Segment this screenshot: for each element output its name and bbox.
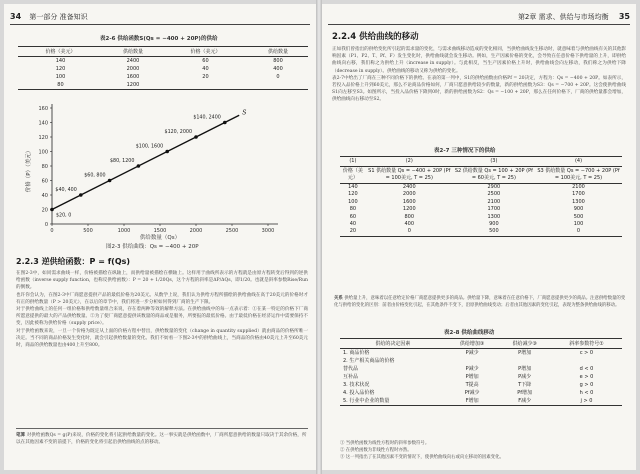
chart-y-tick-label: 140 [38,120,48,127]
chart-data-point [50,208,54,212]
table-header: 供给的决定因素 [340,339,446,349]
table-2-8 [340,338,622,406]
table-cell: 20 [202,74,209,80]
table-cell: c > 0 [579,350,594,356]
table-cell: 2100 [572,184,585,190]
chart-x-tick-label: 2500 [225,228,239,234]
table-row [340,389,622,397]
chart-x-tick-label: 1000 [117,228,131,234]
table-cell [498,357,551,365]
chapter-label: 第2章 需求、供给与市场均衡 [517,13,609,21]
chart-data-point [79,193,83,197]
right-page-number: 35 [618,12,630,21]
chart-data-label: $60, 800 [84,173,106,179]
chart-data-point [108,179,112,183]
table-cell: 800 [404,213,415,220]
table-cell: 替代品 [343,366,359,372]
table-row [340,199,622,206]
table-header: 供给减少③ [498,339,551,349]
table-row [340,373,622,381]
chart-data-point [194,135,198,139]
table-cell: 40 [349,221,357,228]
footnote: ① 当供给函数为线性方程时的斜率参数符号。 [340,441,430,446]
table-cell [248,81,308,90]
table-cell: P减少 [465,350,479,356]
table-cell: 互补品 [343,374,359,380]
table-2-7-note [334,296,628,309]
table-cell: P减少 [465,366,479,372]
chart-y-tick-label: 100 [38,149,48,156]
table-row [340,228,622,236]
left-page-header [10,10,310,25]
table-cell: 5. 行业中企业的数量 [340,397,446,406]
table-cell: 4. 投入品价格 [343,390,375,396]
chart-y-tick-label: 120 [38,135,48,141]
section-2-2-3-title: 2.2.3 逆供给函数：P = f(Qs) [16,257,131,266]
table-cell: 2100 [487,198,501,205]
table-cell: 40 [202,66,209,72]
table-header: S3 供给数量 Qs = −700 + 20P (Pf = 100美元, T = 25) [535,167,622,184]
table-cell: e > 0 [579,374,594,380]
chart-x-tick-label: 3000 [261,228,275,234]
paragraph: 在图2-3中，如同需求曲线一样，价格被描绘在纵轴上，而供给量被描绘在横轴上。这样用于曲线所表示的方程就是由原方程转变后得到的逆供给函数（inverse supply function，也称反供给函数）：P = 20 + 1/20Qs，这个方程的斜率是ΔP/ΔQs，即1/20。也就是斜率参数Rise/Run的倒数。 [16,271,308,291]
right-page [322,4,636,470]
table-cell: 1300 [487,213,501,220]
right-page-header [328,10,630,25]
table-cell: P增加 [518,366,532,372]
chart-y-tick-label: 80 [41,164,48,170]
table-note-label: 关系 [334,296,343,301]
table-header: 价格（美元） [18,47,103,57]
table-header: S2 供给数量 Qs = 100 + 20P (Pf = 60美元, T = 25) [453,167,535,184]
table-cell: 1700 [487,206,501,213]
table-cell: 2900 [487,184,501,190]
table-cell: 1. 商品价格 [343,350,370,356]
table-cell: 2500 [487,191,501,198]
table-cell: T提高 [465,382,479,388]
chart-data-label: $120, 2000 [164,130,192,135]
table-cell: 900 [489,221,499,228]
section-2-2-4-title: 2.2.4 供给曲线的移动 [332,32,419,42]
table-cell: P减少 [518,374,532,380]
table-col-number: (3) [453,157,535,167]
table-header: 价格（美元） [163,47,248,57]
chart-data-label: $140, 2400 [193,115,221,121]
table-2-7 [340,156,622,237]
table-row [340,349,622,358]
table-cell: P增加 [465,374,479,380]
table-row [18,65,308,73]
table-cell: 2400 [126,58,140,64]
chart-data-point [223,121,227,125]
table-2-7-title: 表2-7 三种情况下的供给 [434,148,496,154]
table-cell: 400 [273,66,283,72]
paragraph: 也许你会认为，在图2-3中厂商愿意提供产品的最低价格为20美元。从数学上说，我们认为供给方程所描绘的供给曲线在高于20美元的价格时才有正的供给数量（P > 20美元），在以后的章节中，我们将进一步分析如何得到厂商的生产下限。 [16,292,308,305]
table-cell: F增加 [446,397,499,406]
footnote: ② 在供给函数为非线性方程时亦然。 [340,448,412,453]
table-cell: 2000 [126,66,140,72]
paragraph: 正如我们曾指出的供给变化所引起的需求量的变化，与需求曲线移动造成的变化相同，当供给曲线发生移动时，就意味着与供给曲线有关的其他影响因素（P1、P2、T、Pf、F）发生变化时，供给曲线就会发生移动。例如，生产因素价格的变化，会导致在任意价格下供给量的上升，即供给曲线向右移，我们称之为供给上升（increase in supply）。与此相反，当生产因素价格上升时，供给曲线会向左移动，我们称之为供给下降（decrease in supply）。供给曲线的移动又称为供给的变化。 [332,47,627,74]
chart-x-axis-label: 供给数量（Qs） [139,235,181,240]
table-cell [551,357,622,365]
table-header: 供给增加③ [446,339,499,349]
table-cell: 1300 [572,198,585,205]
table-cell: 20 [340,228,366,236]
table-cell: j > 0 [551,397,622,406]
table-cell: 900 [573,206,584,213]
table-cell: 60 [202,58,209,64]
chart-y-tick-label: 60 [41,178,48,185]
table-note-text: 供给量上升，意味着以任意给定价格厂商愿意提供更多的商品。供给量下降，意味着在任意价格下，厂商愿意提供更少的商品。注意供给数量的变化与供给的变化的区别：前者由价格变化引起，在其他条件不变下，沿原供给曲线变动；后者由其他因素的变化引起，表现为整条供给曲线的移动。 [334,296,626,308]
footnote: ③ 这一列指出了在其他因素不变的情况下，使供给曲线向右或向左移动的因素变化。 [340,455,504,460]
table-row [18,81,308,90]
table-cell: Pf减少 [464,390,480,396]
figure-2-3-caption: 图2-3 供给曲线：Qs = −400 + 20P [106,244,199,250]
table-row [340,365,622,373]
table-2-6 [18,46,308,90]
table-2-8-title: 表2-8 供给曲线移动 [444,330,495,336]
table-col-number: (2) [366,157,453,167]
table-header: 斜率参数符号① [551,339,622,349]
chart-data-label: $100, 1600 [135,144,164,150]
table-cell: 1600 [402,198,416,205]
table-cell: 3. 技术状况 [343,382,370,388]
table-cell: 2400 [402,184,416,190]
table-cell: 120 [348,191,358,198]
table-row [18,57,308,66]
supply-curve-label: S [242,109,247,117]
chart-data-point [137,164,141,168]
paragraph: 表2-7中给出了厂商在三种不同价格下的供给。在表的第一列中，S1的供给函数由价格Pf = 20决定，方程为：Qs = −400 + 20P。如表所示，若投入品价格上升到60美元，那么不论商品价格如何，厂商只愿意供给较少的数量，新的供给函数为S3：Qs = −700 + 20P。这会使供给曲线S1向左移至S3。如图所示，当投入品价格下降到0时，新的供给函数为S2：Qs = −100 + 20P，那么在任何价格下，厂商的供给量都会增加，供给曲线向右移动至S2。 [332,75,626,103]
chart-data-label: $80, 1200 [109,159,135,164]
chart-y-tick-label: 20 [41,207,48,214]
math-note-box [16,428,308,446]
math-note-text: 对供给函数Qs = g(P)来说，价格的变化将引起供给数量的变化。这一事实就是供给函数中，厂商所愿意供给的数量只取决于其余价格，所以在其他因素不变的前提下，价格的变化将引起沿供给曲线的点的移动。 [16,433,307,445]
table-cell: 100 [348,198,358,205]
right-body-text [332,46,626,104]
table-cell: 100 [55,74,66,80]
table-header: S1 供给数量 Qs = −400 + 20P (Pf = 100美元, T = 25) [366,167,453,184]
table-cell [163,81,248,90]
table-cell: 400 [404,221,415,228]
table-cell: F减少 [498,397,551,406]
table-cell: 80 [349,206,357,213]
chart-x-tick-label: 2000 [189,228,203,234]
table-cell: T下降 [518,382,532,388]
table-row [18,73,308,81]
table-row [340,206,622,213]
table-row [340,184,622,192]
table-2-6-title: 表2-6 供给函数S(Qs = −400 + 20P)的供给 [100,36,218,42]
table-row [340,357,622,365]
table-cell: 2. 生产相关商品的价格 [343,358,395,364]
table-header: 价格（美元） [340,167,366,184]
table-cell: 2000 [402,191,416,198]
table-header: 供给数量 [248,47,308,57]
supply-curve-chart [18,100,308,240]
chart-data-point [165,150,169,154]
left-page-number: 34 [10,12,22,21]
chart-data-label: $40, 400 [55,188,77,193]
table-cell: 0 [366,228,453,236]
table-cell: 100 [573,221,584,228]
math-note-label: 笔算 [16,433,26,438]
table-cell: 500 [453,228,535,236]
table-cell: g > 0 [579,382,594,388]
table-row [340,221,622,228]
left-page [4,4,316,470]
table-col-number: (4) [535,157,622,167]
table-cell [446,357,499,365]
table-row [340,397,622,406]
table-cell: h < 0 [579,390,594,396]
table-col-number: (1) [340,157,366,167]
chart-y-axis-label: 价格（P）（美元） [26,147,32,193]
table-row [340,381,622,389]
table-cell: 500 [573,213,584,220]
paragraph: 对于供给函数来说，一旦一个价格为既定从上面的价格方程中替出，供给数量的变化（change in quantity supplied）就由商品的价格所唯一决定。当不同的商品价格发生变化时，就会引起供给数量的变化。我们不妨看一下图2-3中的供给曲线上，当商品的价格由40美元上升至60美元时，商品的供给数量也由400上升至800。 [16,328,308,349]
table-cell: 140 [348,184,358,190]
table-cell: Pf增加 [517,390,533,396]
chart-x-tick-label: 500 [83,228,93,234]
left-body-text [16,270,308,349]
table-cell: 1700 [572,191,585,198]
table-cell: 60 [349,213,357,220]
chart-y-tick-label: 160 [38,106,48,112]
chart-y-tick-label: 40 [41,193,48,199]
table-cell: 1200 [103,81,163,90]
paragraph: 对于供给曲线上的任何一组价格和供给数量组合来说，存在着两种等效的解释方法。在供给曲线中的每一点表示着：①在某一特定的价格下厂商所愿意提供的最大的产品供给数量。②为了使厂商愿意提供该数量的商品或是服务，所要报的最低价格。由于最低价格在经济运作中需要保持不变，因此被称为供给价格（supply price）。 [16,307,308,327]
table-row [340,214,622,221]
table-header: 供给数量 [103,47,163,57]
table-cell: 1200 [402,206,416,213]
table-cell: 120 [55,66,66,72]
table-cell: 80 [18,81,103,90]
chart-y-tick-label: 0 [44,222,48,228]
table-cell: 800 [273,58,283,64]
chart-x-tick-label: 1500 [153,228,167,234]
table-row [340,191,622,198]
table-cell: d < 0 [579,366,594,372]
chart-x-tick-label: 0 [50,228,54,234]
table-cell: 0 [535,228,622,236]
table-cell: 0 [276,74,280,80]
table-cell: P增加 [518,350,532,356]
part-label: 第一部分 准备知识 [29,13,88,21]
table-cell: 140 [55,58,66,64]
chart-data-label: $20, 0 [56,213,72,219]
table-cell: 1600 [126,74,140,80]
